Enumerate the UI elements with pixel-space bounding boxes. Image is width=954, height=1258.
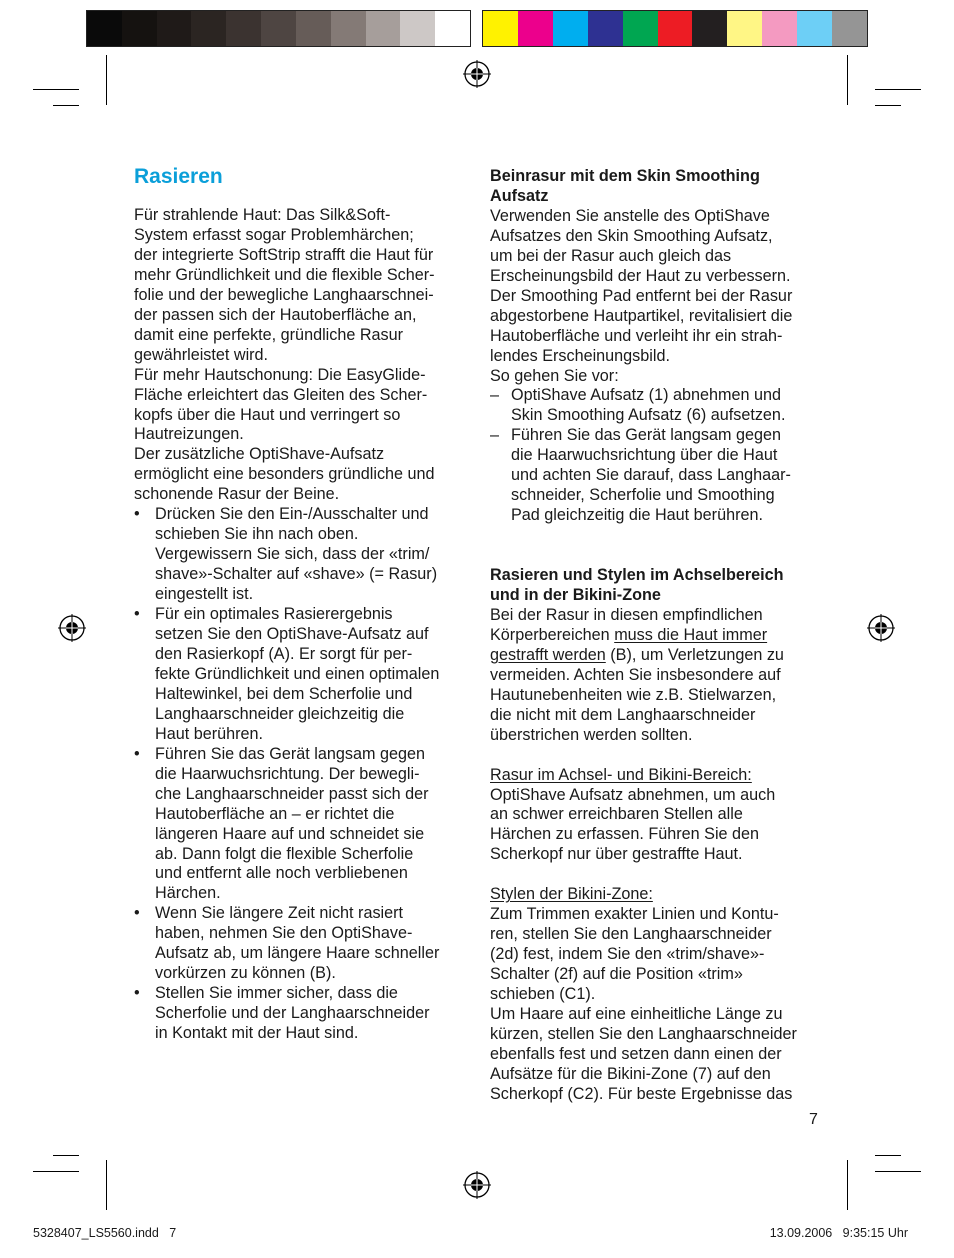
color-swatch [157, 11, 192, 46]
color-swatch [762, 11, 797, 46]
text-line: Zum Trimmen exakter Linien und Kontu- [490, 905, 779, 924]
crop-mark [875, 1155, 901, 1156]
color-swatch [553, 11, 588, 46]
text-line: che Langhaarschneider passt sich der [155, 784, 429, 803]
color-swatch [296, 11, 331, 46]
text-line: kopfs über die Haut und verringert so [134, 405, 401, 424]
text-line: Um Haare auf eine einheitliche Länge zu [490, 1004, 783, 1023]
registration-mark-icon [463, 1171, 491, 1199]
registration-mark-icon [463, 60, 491, 88]
crop-mark [106, 1160, 107, 1210]
text-line [490, 626, 830, 646]
text-line: schieben Sie ihn nach oben. [155, 525, 359, 544]
crop-mark [33, 1171, 79, 1172]
text-line: OptiShave Aufsatz abnehmen, um auch [490, 785, 776, 804]
subheading-underarm-bikini-shave: Rasur im Achsel- und Bikini-Bereich: [490, 765, 752, 784]
text-line: Aufsätze für die Bikini-Zone (7) auf den [490, 1064, 771, 1083]
text-line: ab. Dann folgt die flexible Scherfolie [155, 844, 414, 863]
section-text-bikini-styling [490, 905, 830, 1105]
color-swatch [797, 11, 832, 46]
page-number: 7 [809, 1111, 818, 1128]
subheading-bikini-styling: Stylen der Bikini-Zone: [490, 885, 653, 904]
text-line: – OptiShave Aufsatz (1) abnehmen und [511, 386, 781, 405]
text-line: Verwenden Sie anstelle des OptiShave [490, 206, 770, 225]
dash-list [490, 386, 830, 526]
crop-mark [53, 1155, 79, 1156]
process-color-bar [482, 10, 868, 47]
text-line: lendes Erscheinungsbild. [490, 346, 670, 365]
text-line: und entfernt alle noch verbliebenen [155, 864, 408, 883]
text-line: abgestorbene Hautpartikel, revitalisiert die [490, 306, 793, 325]
text-line: Rasieren und Stylen im Achselbereich [490, 566, 784, 585]
text-line: • Wenn Sie längere Zeit nicht rasiert [155, 904, 404, 923]
text-line: gewährleistet wird. [134, 345, 269, 364]
list-item [134, 605, 474, 745]
text-line: haben, nehmen Sie den OptiShave- [155, 924, 413, 943]
text-line: ren, stellen Sie den Langhaarschneider [490, 925, 772, 944]
text-line: vorkürzen zu können (B). [155, 964, 336, 983]
list-item [134, 505, 474, 605]
color-swatch [226, 11, 261, 46]
text-line: Für strahlende Haut: Das Silk&Soft- [134, 206, 391, 224]
text-line: Skin Smoothing Aufsatz (6) aufsetzen. [511, 406, 786, 425]
text-line: Aufsatz [490, 186, 549, 205]
text-line: an schwer erreichbaren Stellen alle [490, 805, 743, 824]
text-line: Fläche erleichtert das Gleiten des Scher- [134, 385, 428, 404]
text-line: kürzen, stellen Sie den Langhaarschneider [490, 1024, 797, 1043]
text-line: ermöglicht eine besonders gründliche und [134, 465, 435, 484]
list-item [490, 386, 830, 426]
text-line: fekte Gründlichkeit und einen optimalen [155, 664, 440, 683]
color-swatch [331, 11, 366, 46]
text-span: (B), um Verletzungen zu [605, 645, 784, 664]
text-line: der passen sich der Hautoberfläche an, [134, 305, 417, 324]
text-line: eingestellt ist. [155, 585, 254, 604]
crop-mark [847, 1160, 848, 1210]
crop-mark [875, 105, 901, 106]
text-line: (2d) fest, indem Sie den «trim/shave»- [490, 945, 765, 964]
text-line [490, 646, 830, 666]
color-swatch [658, 11, 693, 46]
color-swatch [518, 11, 553, 46]
text-line: Hautoberfläche und verleiht ihr ein strah- [490, 326, 783, 345]
color-swatch [400, 11, 435, 46]
color-swatch [87, 11, 122, 46]
text-line: damit eine perfekte, gründliche Rasur [134, 325, 404, 344]
section-text-underarm-bikini [490, 606, 830, 746]
crop-mark [53, 105, 79, 106]
text-line: Hautunebenheiten wie z.B. Stielwarzen, [490, 685, 777, 704]
text-line: schieben (C1). [490, 985, 596, 1004]
grayscale-color-bar [86, 10, 471, 47]
color-swatch [191, 11, 226, 46]
text-line: Scherkopf (C2). Für beste Ergebnisse das [490, 1084, 793, 1103]
text-line: Für mehr Hautschonung: Die EasyGlide- [134, 365, 426, 384]
text-line: • Stellen Sie immer sicher, dass die [155, 984, 398, 1003]
text-line: schneider, Scherfolie und Smoothing [511, 486, 775, 505]
text-line: den Rasierkopf (A). Er sorgt für per- [155, 644, 413, 663]
text-line: Aufsatz ab, um längere Haare schneller [155, 944, 440, 963]
list-item [134, 984, 474, 1044]
text-line: und achten Sie darauf, dass Langhaar- [511, 466, 791, 485]
text-line: die Haarwuchsrichtung. Der bewegli- [155, 764, 420, 783]
text-line: Erscheinungsbild der Haut zu verbessern. [490, 266, 791, 285]
color-swatch [692, 11, 727, 46]
text-line: ebenfalls fest und setzen dann einen der [490, 1044, 782, 1063]
text-line: shave»-Schalter auf «shave» (= Rasur) [155, 565, 438, 584]
text-line: Schalter (2f) auf die Position «trim» [490, 965, 743, 984]
text-line: mehr Gründlichkeit und die flexible Scher- [134, 265, 435, 284]
text-line: setzen Sie den OptiShave-Aufsatz auf [155, 625, 429, 644]
text-line: Beinrasur mit dem Skin Smoothing [490, 167, 760, 185]
color-swatch [122, 11, 157, 46]
list-item [134, 904, 474, 984]
text-line: Hautreizungen. [134, 425, 244, 444]
text-line: vermeiden. Achten Sie insbesondere auf [490, 665, 781, 684]
text-line: Der zusätzliche OptiShave-Aufsatz [134, 445, 385, 464]
color-swatch [588, 11, 623, 46]
crop-mark [875, 89, 921, 90]
text-line: So gehen Sie vor: [490, 366, 619, 385]
text-line: System erfasst sogar Problemhärchen; [134, 225, 414, 244]
text-line: Scherkopf nur über gestraffte Haut. [490, 845, 743, 864]
text-line: Hautoberfläche an – er richtet die [155, 804, 395, 823]
section-text-underarm [490, 786, 830, 866]
text-span: Körperbereichen [490, 625, 615, 644]
text-line: – Führen Sie das Gerät langsam gegen [511, 426, 781, 445]
color-swatch [435, 11, 470, 46]
list-item [490, 426, 830, 526]
text-line: • Für ein optimales Rasierergebnis [155, 605, 393, 624]
registration-mark-icon [867, 614, 895, 642]
registration-mark-icon [58, 614, 86, 642]
text-line: schonende Rasur der Beine. [134, 485, 340, 504]
color-swatch [483, 11, 518, 46]
section-heading-leg-shaving [490, 167, 830, 207]
text-line: Bei der Rasur in diesen empfindlichen [490, 605, 763, 624]
text-line: und in der Bikini-Zone [490, 586, 661, 604]
color-swatch [623, 11, 658, 46]
page-title: Rasieren [134, 165, 223, 188]
color-swatch [366, 11, 401, 46]
text-line: die Haarwuchsrichtung über die Haut [511, 446, 778, 465]
text-line: Haltewinkel, bei dem Scherfolie und [155, 684, 413, 703]
text-line: in Kontakt mit der Haut sind. [155, 1024, 359, 1043]
slug-file-info: 5328407_LS5560.indd 7 [33, 1226, 177, 1240]
section-text-leg-shaving [490, 207, 830, 387]
text-line: Aufsatzes den Skin Smoothing Aufsatz, [490, 226, 773, 245]
list-item [134, 745, 474, 905]
color-swatch [261, 11, 296, 46]
text-line: Pad gleichzeitig die Haut berühren. [511, 506, 763, 525]
text-line: längeren Haare auf und schneidet sie [155, 824, 425, 843]
underlined-text: muss die Haut immer [614, 625, 768, 644]
slug-timestamp: 13.09.2006 9:35:15 Uhr [769, 1226, 908, 1240]
crop-mark [875, 1171, 921, 1172]
text-line: Vergewissern Sie sich, dass der «trim/ [155, 545, 430, 564]
underlined-text: gestrafft werden [490, 645, 606, 664]
crop-mark [33, 89, 79, 90]
text-line: die nicht mit dem Langhaarschneider [490, 705, 756, 724]
color-swatch [727, 11, 762, 46]
text-line: • Führen Sie das Gerät langsam gegen [155, 744, 425, 763]
text-line: folie und der bewegliche Langhaarschnei- [134, 285, 434, 304]
text-line: Härchen. [155, 884, 221, 903]
text-line: Scherfolie und der Langhaarschneider [155, 1004, 430, 1023]
section-heading-underarm-bikini [490, 566, 830, 606]
intro-paragraph [134, 206, 474, 505]
text-line: Härchen zu erfassen. Führen Sie den [490, 825, 760, 844]
text-line: • Drücken Sie den Ein-/Ausschalter und [155, 505, 429, 524]
crop-mark [106, 55, 107, 105]
text-line: Langhaarschneider gleichzeitig die [155, 704, 405, 723]
left-column [134, 206, 474, 1044]
text-line: um bei der Rasur auch gleich das [490, 246, 732, 265]
text-line: überstrichen werden sollten. [490, 725, 693, 744]
text-line: der integrierte SoftStrip strafft die Haut für [134, 245, 434, 264]
color-swatch [832, 11, 867, 46]
text-line: Der Smoothing Pad entfernt bei der Rasur [490, 286, 793, 305]
bullet-list [134, 505, 474, 1044]
right-column [490, 167, 830, 1105]
crop-mark [847, 55, 848, 105]
text-line: Haut berühren. [155, 724, 263, 743]
